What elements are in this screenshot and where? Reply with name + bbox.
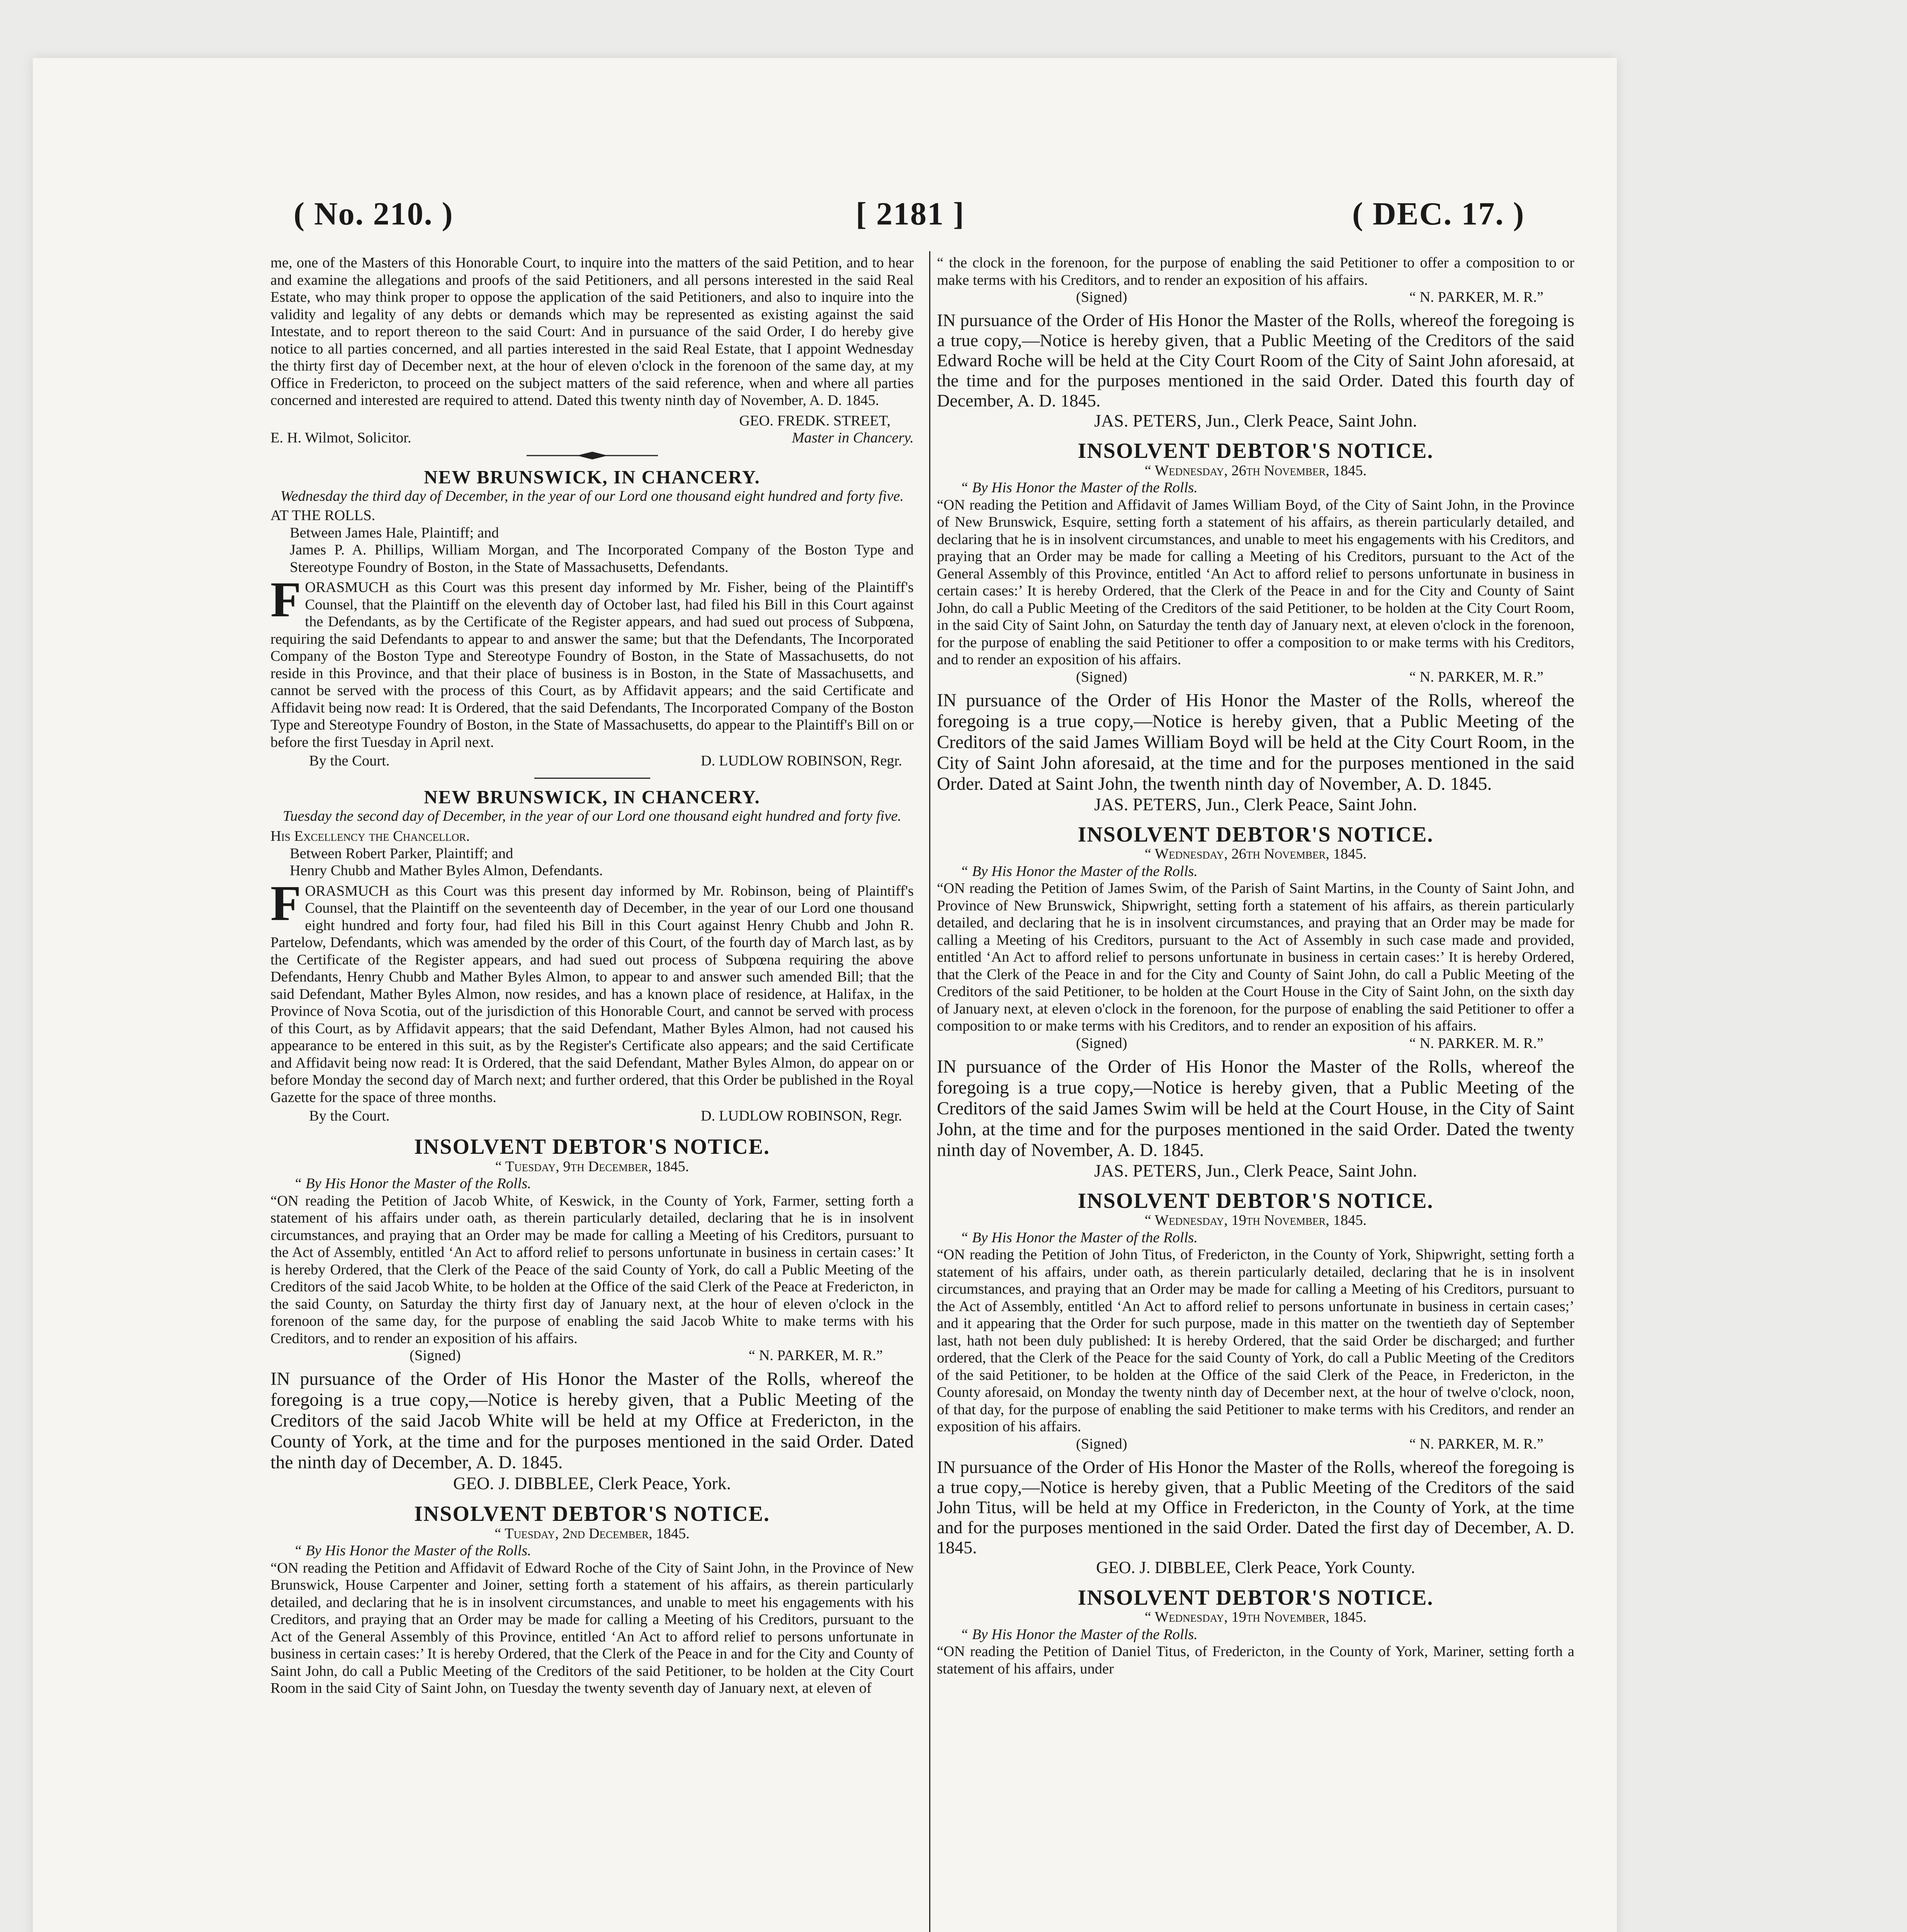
issue-number: ( No. 210. )	[294, 196, 454, 232]
drop-cap: F	[270, 875, 301, 931]
notice-authority: “ By His Honor the Master of the Rolls.	[960, 480, 1198, 496]
divider-flourish	[523, 451, 662, 460]
parker-signature: “ N. PARKER, M. R.”	[748, 1347, 883, 1364]
insolvent-heading: INSOLVENT DEBTOR'S NOTICE.	[1078, 439, 1434, 463]
notice-body: “ON reading the Petition of Jacob White, of Keswick, in the County of York, Farmer, setting forth a statement of his affairs under oath, as therein particularly detailed, declaring that he is in insolvent circumstances, and praying that an Order may be made for calling a Meeting of his Creditors, pursuant to the Act of Assembly, entitled ‘An Act to afford relief to persons unfortunate in business in certain cases:’ It is hereby Ordered, that the Clerk of the Peace of the said County of York, do call a Public Meeting of the Creditors of the said Jacob White, to be holden at the Office of the said Clerk of the Peace at Fredericton, in the said County, on Saturday the thirty first day of January next, at the hour of eleven o'clock in the forenoon of the same day, for the purpose of enabling the said Jacob White to make terms with his Creditors, and to render an exposition of his affairs.	[270, 1192, 914, 1347]
continued-notice: me, one of the Masters of this Honorable Court, to inquire into the matters of the said Petition, and to hear and examine the allegations and proofs of the said Petitioners, and all persons interested in the said Real Estate, who may think proper to oppose the application of the said Petitioners, and also to inquire into the validity and legality of any debts or demands which may be represented as existing against the said Intestate, and to report thereon to the said Court: And in pursuance of the said Order, I do hereby give notice to all parties concerned, and all parties interested in the said Real Estate, that I appoint Wednesday the thirty first day of December next, at the hour of eleven o'clock in the forenoon of the same day, at my Office in Fredericton, to proceed on the subject matters of the said reference, when and where all parties concerned and interested are required to attend. Dated this twenty ninth day of November, A. D. 1845.	[270, 255, 914, 408]
notice-body: “ON reading the Petition of James Swim, of the Parish of Saint Martins, in the County of Saint John, and Province of New Brunswick, Shipwright, setting forth a statement of his affairs, as therein particularly detailed, and declaring that he is in insolvent circumstances, and praying that an Order may be made for calling a Meeting of his Creditors, pursuant to the Act of Assembly in such case made and provided, entitled ‘An Act to afford relief to persons unfortunate in business in certain cases:’ It is hereby Ordered, that the Clerk of the Peace in and for the City and County of Saint John, do call a Public Meeting of the Creditors of the said Petitioner, to be holden at the Court House in the City of Saint John, on the sixth day of January next, at eleven o'clock in the forenoon, for the purpose of enabling the said Petitioner to offer a composition to or make terms with his Creditors, and to render an exposition of his affairs.	[937, 880, 1574, 1034]
parker-signature: “ N. PARKER, M. R.”	[1409, 1435, 1543, 1452]
parties-line: Henry Chubb and Mather Byles Almon, Defendants.	[290, 862, 603, 879]
parties-line: James P. A. Phillips, William Morgan, and The Incorporated Company of the Boston Type and Stereotype Foundry of Boston, in the State of Massachusetts, Defendants.	[290, 542, 914, 575]
notice-date: “ Wednesday, 26th November, 1845.	[1144, 846, 1367, 862]
signed-label: (Signed)	[1076, 1435, 1127, 1452]
notice-body: “ON reading the Petition of John Titus, of Fredericton, in the County of York, Shipwright, setting forth a statement of his affairs, under oath, as therein particularly detailed, declaring that he is in insolvent circumstances, and praying that an Order may be made for calling a Meeting of his Creditors, pursuant to the Act of Assembly, entitled ‘An Act to afford relief to persons unfortunate in business in certain cases;’ and it appearing that the Order for such purpose, made in this matter on the twentieth day of September last, hath not been duly published: It is hereby Ordered, that the said Order be discharged; and further ordered, that the Clerk of the Peace for the said County of York, do call a Public Meeting of the Creditors of the said Petitioner, to be holden at the Office of the said Clerk of the Peace, in Fredericton, in the County aforesaid, on Monday the twenty ninth day of December next, at the hour of twelve o'clock, noon, of that day, for the purpose of enabling the said Petitioner to make terms with his Creditors, and render an exposition of his affairs.	[937, 1247, 1574, 1435]
register-signature: D. LUDLOW ROBINSON, Regr.	[700, 753, 902, 769]
publication-notice: IN pursuance of the Order of His Honor the Master of the Rolls, whereof the foregoing is a true copy,—Notice is hereby given, that a Public Meeting of the Creditors of the said Jacob White will be held at my Office at Fredericton, in the County of York, at the time and for the purposes mentioned in the said Order. Dated the ninth day of December, A. D. 1845.	[270, 1369, 914, 1473]
chancery-heading: NEW BRUNSWICK, IN CHANCERY.	[424, 466, 760, 488]
between-line: Between James Hale, Plaintiff; and	[290, 524, 499, 541]
publication-notice: IN pursuance of the Order of His Honor the Master of the Rolls, whereof the foregoing is a true copy,—Notice is hereby given, that a Public Meeting of the Creditors of the said James Swim will be held at the Court House, in the City of Saint John, at the time and for the purposes mentioned in the said Order. Dated the twenty ninth day of November, A. D. 1845.	[937, 1056, 1574, 1160]
solicitor-line: E. H. Wilmot, Solicitor.	[270, 430, 411, 446]
left-column	[270, 254, 914, 1697]
order-body: ORASMUCH as this Court was this present day informed by Mr. Fisher, being of the Plaintiff's Counsel, that the Plaintiff on the eleventh day of October last, had filed his Bill in this Court against the Defendants, as by the Certificate of the Register appears, and had sued out process of Subpœna, requiring the said Defendants to appear to and answer the same; but that the Defendants, The Incorporated Company of the Boston Type and Stereotype Foundry of Boston, in the State of Massachusetts, do not reside in this Province, and that their place of business is in Boston, in the State of Massachusetts, and cannot be served with the process of this Court, as by Affidavit appears; and the said Certificate and Affidavit being now read: It is Ordered, that the said Defendants, The Incorporated Company of the Boston Type and Stereotype Foundry of Boston, in the State of Massachusetts, do appear to the Plaintiff's Bill on or before the first Tuesday in April next.	[270, 579, 914, 750]
signed-label: (Signed)	[1076, 1035, 1127, 1051]
master-signature: GEO. FREDK. STREET,	[739, 412, 891, 429]
clerk-signature: JAS. PETERS, Jun., Clerk Peace, Saint John.	[1094, 411, 1417, 430]
notice-date: “ Wednesday, 19th November, 1845.	[1144, 1212, 1367, 1228]
signed-label: (Signed)	[1076, 668, 1127, 685]
notice-authority: “ By His Honor the Master of the Rolls.	[294, 1543, 531, 1559]
signed-label: (Signed)	[410, 1347, 461, 1364]
register-signature: D. LUDLOW ROBINSON, Regr.	[700, 1108, 902, 1124]
notice-date: “ Tuesday, 9th December, 1845.	[495, 1158, 689, 1175]
notice-authority: “ By His Honor the Master of the Rolls.	[960, 1626, 1198, 1643]
right-column	[937, 254, 1574, 1677]
clerk-signature: GEO. J. DIBBLEE, Clerk Peace, York County.	[1096, 1558, 1415, 1577]
insolvent-heading: INSOLVENT DEBTOR'S NOTICE.	[1078, 1189, 1434, 1213]
clerk-signature: JAS. PETERS, Jun., Clerk Peace, Saint John.	[1094, 1160, 1417, 1180]
notice-authority: “ By His Honor the Master of the Rolls.	[294, 1175, 531, 1192]
page-number: [ 2181 ]	[856, 196, 965, 232]
notice-body: “ON reading the Petition of Daniel Titus, of Fredericton, in the County of York, Mariner, setting forth a statement of his affairs, under	[937, 1643, 1574, 1677]
parker-signature: “ N. PARKER, M. R.”	[1409, 289, 1543, 305]
between-line: Between Robert Parker, Plaintiff; and	[290, 845, 513, 862]
notice-authority: “ By His Honor the Master of the Rolls.	[960, 863, 1198, 879]
issue-date: ( DEC. 17. )	[1352, 196, 1525, 232]
notice-date: “ Wednesday, 19th November, 1845.	[1144, 1609, 1367, 1625]
insolvent-heading: INSOLVENT DEBTOR'S NOTICE.	[414, 1502, 770, 1526]
notice-date: “ Tuesday, 2nd December, 1845.	[495, 1525, 690, 1542]
order-body: ORASMUCH as this Court was this present day informed by Mr. Robinson, being of Plaintiff's Counsel, that the Plaintiff on the seventeenth day of December, in the year of our Lord one thousand eight hundred and forty four, had filed his Bill in this Court against Henry Chubb and John R. Partelow, Defendants, which was amended by the order of this Court, of the fourth day of March last, as by the Certificate of the Register appears, and had sued out process of Subpœna requiring the above Defendants, Henry Chubb and Mather Byles Almon, to appear to and answer such amended Bill; that the said Defendant, Mather Byles Almon, now resides, and has a known place of residence, at Halifax, in the Province of Nova Scotia, out of the jurisdiction of this Honorable Court, and cannot be served with process of this Court, as by Affidavit appears; that the said Defendant, Mather Byles Almon, had not caused his appearance to be entered in this suit, as by the Register's Certificate also appears; and the said Certificate and Affidavit being now read: It is Ordered, that the said Defendant, Mather Byles Almon, do appear on or before Monday the second day of March next; and further ordered, that this Order be published in the Royal Gazette for the space of three months.	[270, 883, 914, 1105]
publication-notice: IN pursuance of the Order of His Honor the Master of the Rolls, whereof the foregoing is a true copy,—Notice is hereby given, that a Public Meeting of the Creditors of the said John Titus, will be held at my Office in Fredericton, in the County of York, at the time and for the purposes mentioned in the said Order. Dated the first day of December, A. D. 1845.	[937, 1457, 1574, 1557]
publication-notice: IN pursuance of the Order of His Honor the Master of the Rolls, whereof the foregoing is a true copy,—Notice is hereby given, that a Public Meeting of the Creditors of the said James William Boyd will be held at the City Court Room, in the City of Saint John aforesaid, at the time and for the purposes mentioned in the said Order. Dated at Saint John, the twenth ninth day of November, A. D. 1845.	[937, 690, 1574, 794]
insolvent-heading: INSOLVENT DEBTOR'S NOTICE.	[1078, 822, 1434, 847]
at-the-rolls: AT THE ROLLS.	[270, 507, 376, 524]
parker-signature: “ N. PARKER. M. R.”	[1409, 1035, 1543, 1051]
notice-body: “ON reading the Petition and Affidavit of James William Boyd, of the City of Saint John, in the Province of New Brunswick, Esquire, setting forth a statement of his affairs, as therein particularly detailed, and declaring that he is in insolvent circumstances, and unable to meet his engagements with his Creditors, and praying that an Order may be made for calling a Meeting of his Creditors, pursuant to the Act of the General Assembly of this Province, entitled ‘An Act to afford relief to persons unfortunate in business in certain cases:’ It is hereby Ordered, that the Clerk of the Peace in and for the City and County of Saint John, do call a Public Meeting of the Creditors of the said Petitioner, to be holden at the City Court Room, in the said City of Saint John, on Saturday the tenth day of January next, at eleven o'clock in the forenoon, for the purpose of enabling the said Petitioner to offer a composition to or make terms with his Creditors, and to render an exposition of his affairs.	[937, 497, 1574, 668]
publication-notice: IN pursuance of the Order of His Honor the Master of the Rolls, whereof the foregoing is a true copy,—Notice is hereby given, that a Public Meeting of the Creditors of the said Edward Roche will be held at the City Court Room of the City of Saint John aforesaid, at the time and for the purposes mentioned in the said Order. Dated this fourth day of December, A. D. 1845.	[937, 310, 1574, 410]
insolvent-heading: INSOLVENT DEBTOR'S NOTICE.	[414, 1135, 770, 1159]
by-the-court: By the Court.	[309, 1108, 390, 1124]
chancery-date: Wednesday the third day of December, in the year of our Lord one thousand eight hundred and forty five.	[280, 488, 904, 504]
clerk-signature: GEO. J. DIBBLEE, Clerk Peace, York.	[453, 1473, 731, 1493]
notice-body: “ON reading the Petition and Affidavit of Edward Roche of the City of Saint John, in the Province of New Brunswick, House Carpenter and Joiner, setting forth a statement of his affairs, as therein particularly detailed, and declaring that he is in insolvent circumstances, and unable to meet his engagements with his Creditors, and praying that an Order may be made for calling a Meeting of his Creditors, pursuant to the Act of the General Assembly of this Province, entitled ‘An Act to afford relief to persons unfortunate in business in certain cases:’ It is hereby Ordered, that the Clerk of the Peace in and for the City and County of Saint John, do call a Public Meeting of the Creditors of the said Petitioner, to be holden at the City Court Room in the said City of Saint John, on Tuesday the twenty seventh day of January next, at eleven of	[270, 1560, 914, 1696]
continued-notice: “ the clock in the forenoon, for the purpose of enabling the said Petitioner to offer a composition to or make terms with his Creditors, and to render an exposition of his affairs.	[937, 255, 1574, 288]
rule-divider	[534, 776, 650, 780]
clerk-signature: JAS. PETERS, Jun., Clerk Peace, Saint John.	[1094, 794, 1417, 814]
chancery-heading: NEW BRUNSWICK, IN CHANCERY.	[424, 786, 760, 808]
by-the-court: By the Court.	[309, 753, 390, 769]
parker-signature: “ N. PARKER, M. R.”	[1409, 668, 1543, 685]
chancery-date: Tuesday the second day of December, in the year of our Lord one thousand eight hundred and forty five.	[282, 808, 902, 824]
chancellor-line: His Excellency the Chancellor.	[270, 828, 470, 844]
signed-label: (Signed)	[1076, 289, 1127, 305]
drop-cap: F	[270, 572, 301, 628]
insolvent-heading: INSOLVENT DEBTOR'S NOTICE.	[1078, 1585, 1434, 1610]
column-divider	[929, 251, 930, 1932]
master-title: Master in Chancery.	[792, 430, 914, 446]
notice-authority: “ By His Honor the Master of the Rolls.	[960, 1229, 1198, 1246]
notice-date: “ Wednesday, 26th November, 1845.	[1144, 462, 1367, 479]
